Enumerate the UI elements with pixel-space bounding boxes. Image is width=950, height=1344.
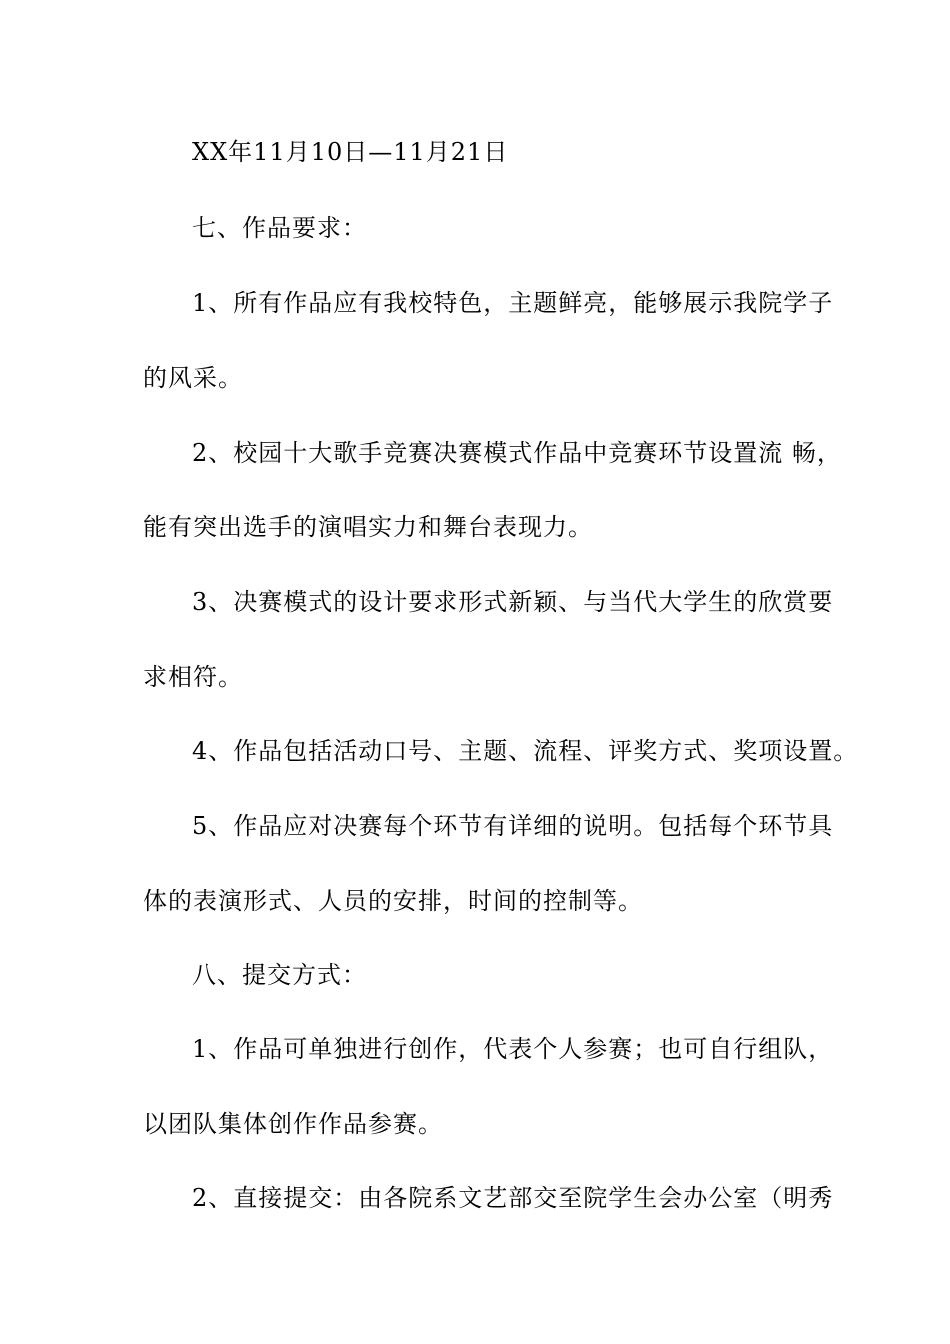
paragraph-line: 1、作品可单独进行创作，代表个人参赛；也可自行组队， — [192, 1035, 834, 1063]
paragraph-line: 的风采。 — [143, 364, 243, 392]
paragraph-line: 能有突出选手的演唱实力和舞台表现力。 — [143, 513, 593, 541]
section-heading-requirements: 七、作品要求： — [192, 214, 367, 242]
paragraph-line: 5、作品应对决赛每个环节有详细的说明。包括每个环节具 — [192, 812, 834, 840]
paragraph-line: 4、作品包括活动口号、主题、流程、评奖方式、奖项设置。 — [192, 737, 859, 765]
paragraph-line: 求相符。 — [143, 663, 243, 691]
paragraph-line: 3、决赛模式的设计要求形式新颖、与当代大学生的欣赏要 — [192, 588, 834, 616]
paragraph-line: 以团队集体创作作品参赛。 — [143, 1110, 443, 1138]
paragraph-line: 2、校园十大歌手竞赛决赛模式作品中竞赛环节设置流 畅， — [192, 439, 842, 467]
paragraph-line: 体的表演形式、人员的安排，时间的控制等。 — [143, 887, 643, 915]
date-range-line: XX年11月10日—11月21日 — [192, 138, 509, 166]
paragraph-line: 2、直接提交：由各院系文艺部交至院学生会办公室（明秀 — [192, 1184, 834, 1212]
section-heading-submission: 八、提交方式： — [192, 961, 367, 989]
paragraph-line: 1、所有作品应有我校特色，主题鲜亮，能够展示我院学子 — [192, 289, 834, 317]
